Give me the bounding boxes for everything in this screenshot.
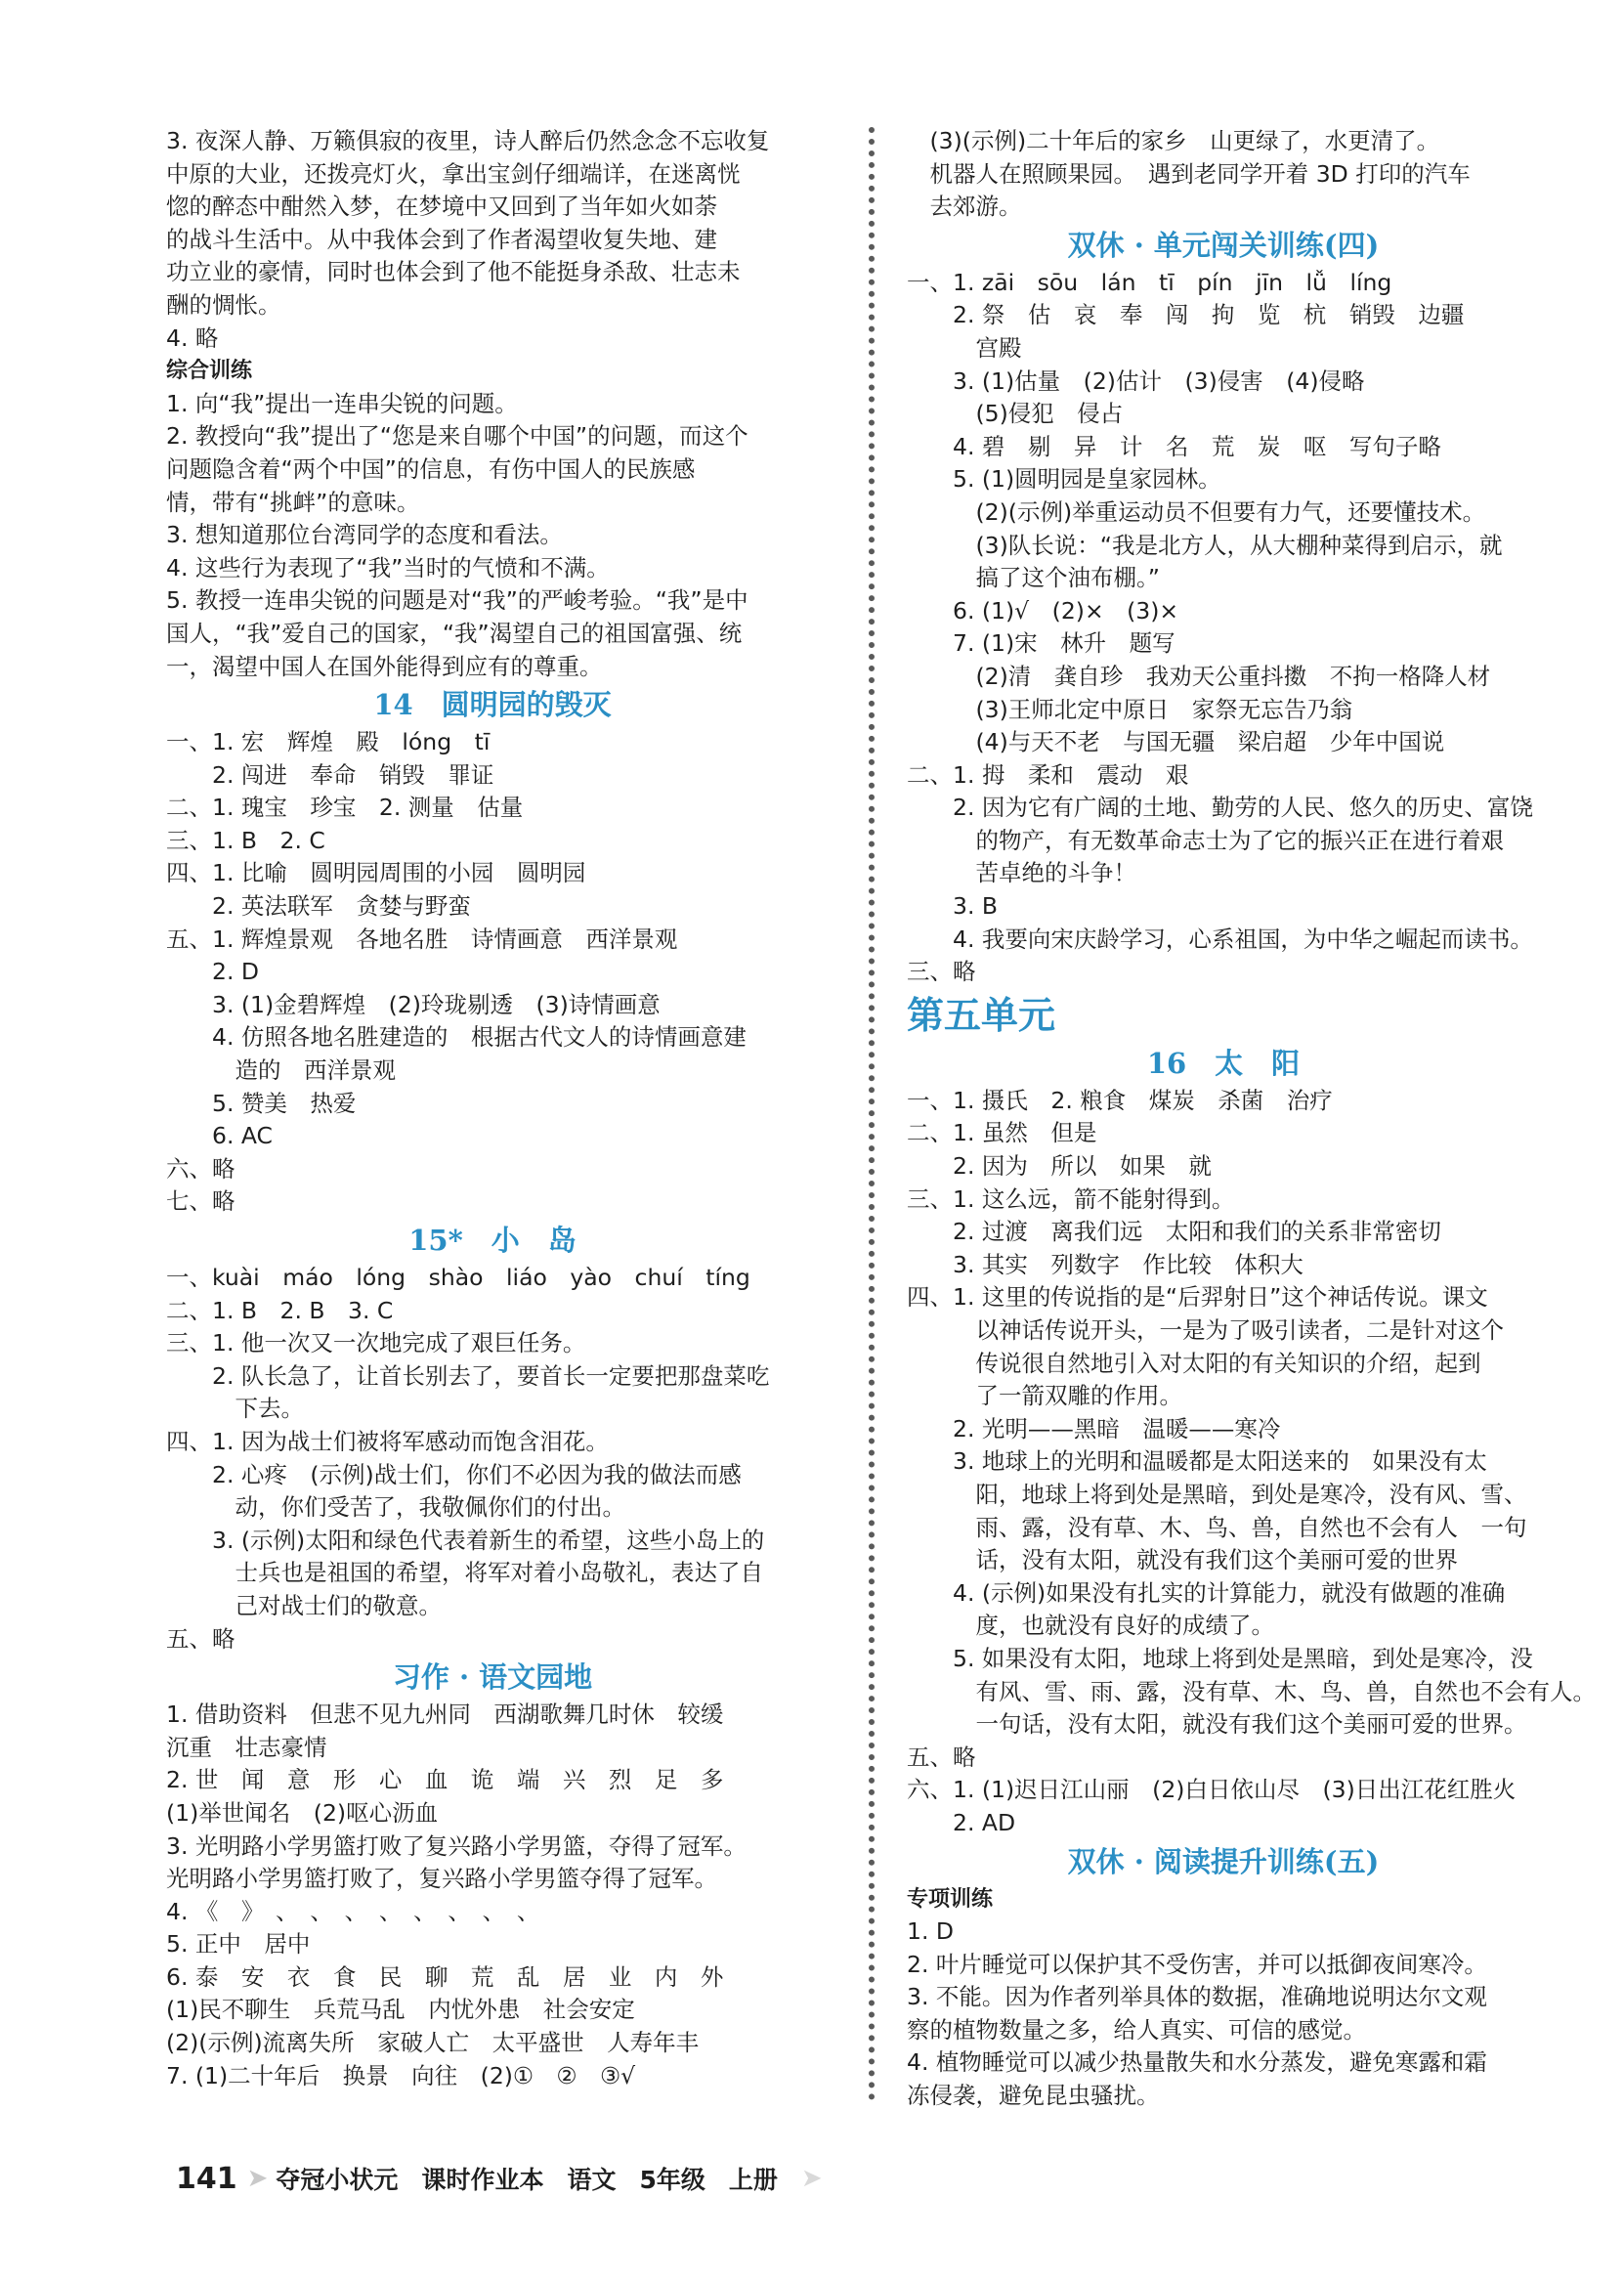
answer-line: 六、略 [166, 1154, 235, 1183]
answer-line: 1. 借助资料 但悲不见九州同 西湖歌舞几时休 较缓 [166, 1701, 724, 1729]
answer-line: 5. 正中 居中 [166, 1930, 311, 1959]
answer-line: (3)(示例)二十年后的家乡 山更绿了，水更清了。 [907, 127, 1440, 154]
subsection-label: 综合训练 [166, 359, 253, 384]
answer-line: 五、略 [907, 1743, 976, 1771]
answer-line: 3. 其实 列数字 作比较 体积大 [907, 1250, 1303, 1278]
answer-line: 二、1. 拇 柔和 震动 艰 [907, 760, 1189, 789]
answer-line: 察的植物数量之多，给人真实、可信的感觉。 [907, 2015, 1366, 2044]
answer-line: 7. (1)二十年后 换景 向往 (2)① ② ③√ [166, 2061, 636, 2089]
answer-line: 7. (1)宋 林升 题写 [907, 629, 1175, 658]
answer-line: (2)(示例)举重运动员不但要有力气，还要懂技术。 [907, 497, 1486, 526]
answer-line: 了一箭双雕的作用。 [907, 1382, 1182, 1410]
answer-line: 搞了这个油布棚。” [907, 564, 1160, 592]
footer-subject: 语文 [567, 2166, 617, 2194]
answer-line: 四、1. 比喻 圆明园周围的小园 圆明园 [166, 859, 586, 887]
answer-line: 阳，地球上将到处是黑暗，到处是寒冷，没有风、雪、 [907, 1480, 1527, 1508]
column-divider [869, 127, 875, 2101]
answer-line: 苦卓绝的斗争！ [907, 859, 1136, 887]
answer-line: 一、1. zāi sōu lán tī pín jīn lǚ líng [907, 268, 1392, 296]
answer-line: 3. 地球上的光明和温暖都是太阳送来的 如果没有太 [907, 1447, 1487, 1476]
footer-book-type: 课时作业本 [421, 2166, 544, 2194]
section-heading: 16 太 阳 [1146, 1046, 1301, 1080]
answer-line: 4. 《 》 、 、 、 、 、 、 、 、 [166, 1897, 540, 1925]
answer-line: 2. 队长急了，让首长别去了，要首长一定要把那盘菜吃 [166, 1361, 770, 1390]
page-number: 141 [176, 2161, 237, 2196]
section-heading: 14 圆明园的毁灭 [373, 688, 612, 722]
answer-line: 4. 植物睡觉可以减少热量散失和水分蒸发，避免寒露和霜 [907, 2048, 1487, 2077]
answer-line: 惚的醉态中酣然入梦，在梦境中又回到了当年如火如荼 [166, 193, 717, 221]
answer-line: 四、1. 因为战士们被将军感动而饱含泪花。 [166, 1427, 609, 1455]
answer-line: 话，没有太阳，就没有我们这个美丽可爱的世界 [907, 1546, 1458, 1574]
answer-line: 一、1. 摄氏 2. 粮食 煤炭 杀菌 治疗 [907, 1086, 1333, 1114]
unit-title: 第五单元 [907, 992, 1056, 1037]
answer-line: 3. (示例)太阳和绿色代表着新生的希望，这些小岛上的 [166, 1526, 765, 1554]
answer-line: 4. 略 [166, 323, 219, 352]
answer-line: 二、1. 瑰宝 珍宝 2. 测量 估量 [166, 794, 524, 822]
answer-line: 情，带有“挑衅”的意味。 [166, 488, 420, 516]
answer-line: 6. (1)√ (2)× (3)× [907, 596, 1179, 624]
answer-line: 的物产，有无数革命志士为了它的振兴正在进行着艰 [907, 826, 1504, 854]
answer-line: 5. 赞美 热爱 [166, 1089, 357, 1117]
answer-line: 三、略 [907, 958, 976, 986]
answer-line: (3)队长说：“我是北方人，从大棚种菜得到启示，就 [907, 531, 1503, 559]
answer-line: 士兵也是祖国的希望，将军对着小岛敬礼，表达了自 [166, 1559, 763, 1587]
answer-line: 雨、露，没有草、木、鸟、兽，自然也不会有人 一句 [907, 1513, 1527, 1541]
answer-line: 以神话传说开头，一是为了吸引读者，二是针对这个 [907, 1316, 1504, 1344]
arrow-icon: ➤ [246, 2164, 269, 2193]
answer-line: 1. 向“我”提出一连串尖锐的问题。 [166, 389, 518, 417]
answer-line: 的战斗生活中。从中我体会到了作者渴望收复失地、建 [166, 225, 717, 253]
footer-grade: 5年级 [639, 2166, 705, 2194]
answer-line: 2. 英法联军 贪婪与野蛮 [166, 892, 471, 921]
answer-line: 3. 夜深人静、万籁俱寂的夜里，诗人醉后仍然念念不忘收复 [166, 127, 770, 154]
answer-line: 功立业的豪情，同时也体会到了他不能挺身杀敌、壮志未 [166, 258, 741, 286]
answer-line: 光明路小学男篮打败了，复兴路小学男篮夺得了冠军。 [166, 1865, 717, 1893]
answer-line: 4. (示例)如果没有扎实的计算能力，就没有做题的准确 [907, 1578, 1506, 1607]
answer-line: 下去。 [166, 1395, 304, 1423]
answer-line: 2. 世 闻 意 形 心 血 诡 端 兴 烈 足 多 [166, 1766, 724, 1794]
end-arrow-icon: ➤ [800, 2164, 823, 2193]
answer-line: 5. (1)圆明园是皇家园林。 [907, 465, 1221, 494]
answer-line: 二、1. B 2. B 3. C [166, 1296, 394, 1324]
right-column [907, 125, 1596, 2113]
left-column [166, 125, 819, 2092]
answer-line: 2. AD [907, 1808, 1016, 1836]
answer-line: 去郊游。 [907, 193, 1022, 221]
footer [176, 2157, 823, 2200]
answer-line: 三、1. 这么远，箭不能射得到。 [907, 1184, 1235, 1213]
answer-line: 中原的大业，还拨亮灯火，拿出宝剑仔细端详，在迷离恍 [166, 159, 741, 188]
answer-line: 4. 我要向宋庆龄学习，心系祖国，为中华之崛起而读书。 [907, 925, 1533, 953]
answer-line: 2. 心疼 (示例)战士们，你们不必因为我的做法而感 [166, 1460, 742, 1488]
answer-line: 度，也就没有良好的成绩了。 [907, 1612, 1274, 1640]
answer-line: 2. D [166, 958, 259, 986]
answer-line: (1)民不聊生 兵荒马乱 内忧外患 社会安定 [166, 1996, 635, 2024]
footer-volume: 上册 [728, 2166, 778, 2194]
answer-line: 国人，“我”爱自己的国家，“我”渴望自己的祖国富强、统 [166, 619, 743, 647]
answer-line: 2. 过渡 离我们远 太阳和我们的关系非常密切 [907, 1218, 1441, 1246]
answer-line: (5)侵犯 侵占 [907, 400, 1124, 428]
answer-line: 三、1. 他一次又一次地完成了艰巨任务。 [166, 1329, 586, 1357]
answer-line: 造的 西洋景观 [166, 1056, 396, 1085]
answer-line: (1)举世闻名 (2)呕心沥血 [166, 1798, 439, 1827]
answer-line: 3. 不能。因为作者列举具体的数据，准确地说明达尔文观 [907, 1983, 1487, 2011]
answer-line: 2. 光明——黑暗 温暖——寒冷 [907, 1414, 1281, 1442]
answer-line: 三、1. B 2. C [166, 826, 325, 854]
answer-line: (2)清 龚自珍 我劝天公重抖擞 不拘一格降人材 [907, 662, 1491, 690]
answer-line: 3. B [907, 892, 999, 921]
answer-line: (2)(示例)流离失所 家破人亡 太平盛世 人寿年丰 [166, 2029, 700, 2057]
answer-line: 传说很自然地引入对太阳的有关知识的介绍，起到 [907, 1349, 1481, 1377]
answer-line: 2. 因为它有广阔的土地、勤劳的人民、悠久的历史、富饶 [907, 794, 1533, 822]
answer-line: 2. 闯进 奉命 销毁 罪证 [166, 760, 494, 789]
section-heading: 双休 · 阅读提升训练(五) [1067, 1844, 1380, 1878]
answer-line: 五、略 [166, 1624, 235, 1653]
answer-line: 一句话，没有太阳，就没有我们这个美丽可爱的世界。 [907, 1710, 1527, 1739]
answer-line: 3. (1)金碧辉煌 (2)玲珑剔透 (3)诗情画意 [166, 990, 661, 1018]
section-heading: 双休 · 单元闯关训练(四) [1067, 228, 1380, 262]
answer-line: 六、1. (1)迟日江山丽 (2)白日依山尽 (3)日出江花红胜火 [907, 1776, 1517, 1804]
subsection-label: 专项训练 [907, 1886, 994, 1912]
answer-line: 五、1. 辉煌景观 各地名胜 诗情画意 西洋景观 [166, 925, 678, 953]
answer-line: 2. 祭 估 哀 奉 闯 拘 览 杭 销毁 边疆 [907, 301, 1465, 329]
answer-line: 4. 这些行为表现了“我”当时的气愤和不满。 [166, 553, 610, 581]
answer-line: 2. 叶片睡觉可以保护其不受伤害，并可以抵御夜间寒冷。 [907, 1950, 1487, 1978]
footer-series-title: 夺冠小状元 [276, 2166, 399, 2194]
answer-line: 1. D [907, 1917, 954, 1946]
answer-line: 宫殿 [907, 333, 1022, 362]
answer-line: 2. 教授向“我”提出了“您是来自哪个中国”的问题，而这个 [166, 422, 748, 451]
answer-line: 6. AC [166, 1122, 273, 1150]
answer-line: 一、1. 宏 辉煌 殿 lóng tī [166, 728, 491, 756]
answer-line: 5. 教授一连串尖锐的问题是对“我”的严峻考验。“我”是中 [166, 586, 748, 615]
answer-line: 3. (1)估量 (2)估计 (3)侵害 (4)侵略 [907, 366, 1365, 395]
answer-line: 2. 因为 所以 如果 就 [907, 1152, 1212, 1181]
answer-line: 有风、雪、雨、露，没有草、木、鸟、兽，自然也不会有人。 [907, 1677, 1596, 1705]
answer-line: 一，渴望中国人在国外能得到应有的尊重。 [166, 652, 603, 680]
answer-line: 问题隐含着“两个中国”的信息，有伤中国人的民族感 [166, 454, 696, 483]
answer-line: 4. 碧 剔 异 计 名 荒 炭 呕 写句子略 [907, 432, 1441, 460]
answer-line: 6. 泰 安 衣 食 民 聊 荒 乱 居 业 内 外 [166, 1962, 724, 1991]
answer-line: 酬的惆怅。 [166, 290, 281, 319]
answer-line: 3. 想知道那位台湾同学的态度和看法。 [166, 521, 563, 549]
answer-line: 冻侵袭，避免昆虫骚扰。 [907, 2082, 1160, 2110]
answer-line: 机器人在照顾果园。 遇到老同学开着 3D 打印的汽车 [907, 159, 1471, 188]
answer-line: 动，你们受苦了，我敬佩你们的付出。 [166, 1493, 625, 1522]
answer-line: (3)王师北定中原日 家祭无忘告乃翁 [907, 695, 1353, 723]
answer-line: 沉重 壮志豪情 [166, 1733, 327, 1761]
answer-line: 5. 如果没有太阳，地球上将到处是黑暗，到处是寒冷，没 [907, 1644, 1533, 1672]
answer-line: 己对战士们的敬意。 [166, 1591, 442, 1619]
section-heading: 15* 小 岛 [408, 1224, 577, 1257]
answer-line: 二、1. 虽然 但是 [907, 1119, 1097, 1147]
section-heading: 习作 · 语文园地 [392, 1660, 593, 1695]
answer-line: (4)与天不老 与国无疆 梁启超 少年中国说 [907, 728, 1445, 756]
answer-line: 四、1. 这里的传说指的是“后羿射日”这个神话传说。课文 [907, 1283, 1488, 1312]
answer-line: 3. 光明路小学男篮打败了复兴路小学男篮，夺得了冠军。 [166, 1831, 747, 1860]
answer-line: 七、略 [166, 1187, 235, 1216]
answer-line: 一、kuài máo lóng shào liáo yào chuí tíng [166, 1264, 750, 1291]
answer-line: 4. 仿照各地名胜建造的 根据古代文人的诗情画意建 [166, 1023, 747, 1052]
